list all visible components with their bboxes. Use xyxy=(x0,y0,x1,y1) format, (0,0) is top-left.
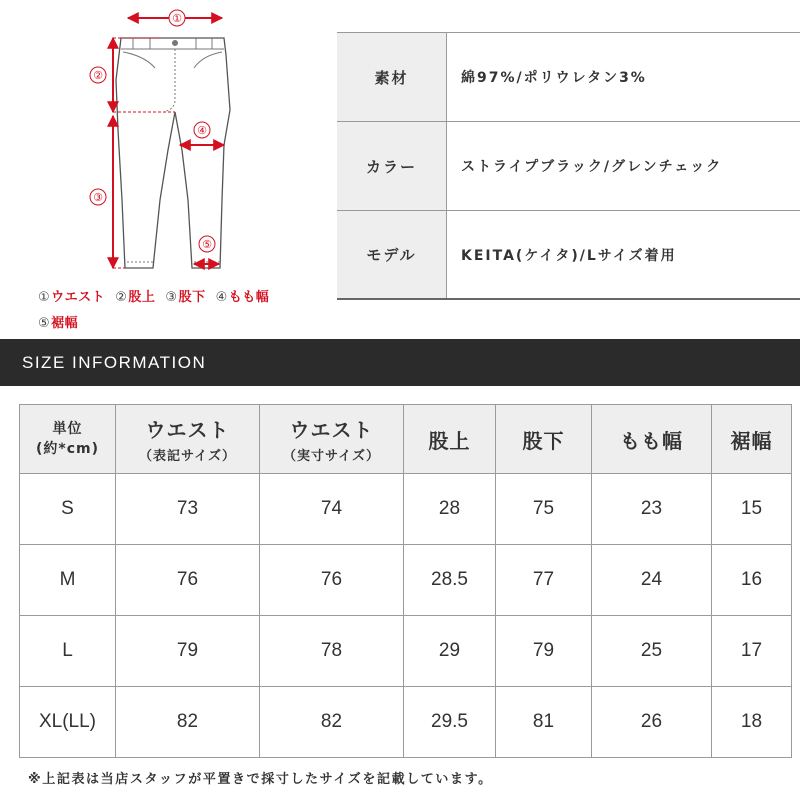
size-information-banner xyxy=(0,339,800,386)
table-cell: 82 xyxy=(116,687,260,758)
rise-marker: ② xyxy=(93,69,103,82)
legend-inseam: ③股下 xyxy=(165,290,206,305)
header-rise: 股上 xyxy=(404,405,496,474)
table-cell: 15 xyxy=(712,474,792,545)
header-waist-label: ウエスト （表記サイズ） xyxy=(116,405,260,474)
table-cell: 18 xyxy=(712,687,792,758)
table-cell: 78 xyxy=(260,616,404,687)
pants-measurement-diagram xyxy=(0,0,330,340)
waist-marker: ① xyxy=(172,12,182,25)
legend-rise: ②股上 xyxy=(115,290,156,305)
legend-thigh: ④もも幅 xyxy=(215,290,270,305)
table-cell: 17 xyxy=(712,616,792,687)
pants-outline xyxy=(116,38,230,268)
spec-row-model xyxy=(337,211,800,300)
table-cell: 24 xyxy=(592,545,712,616)
spec-value: ストライプブラック/グレンチェック xyxy=(461,159,723,175)
table-cell: 76 xyxy=(116,545,260,616)
table-cell: 73 xyxy=(116,474,260,545)
spec-key: 素材 xyxy=(337,33,447,121)
table-cell: 26 xyxy=(592,687,712,758)
spec-value: KEITA(ケイタ)/Lサイズ着用 xyxy=(461,247,677,264)
spec-key: モデル xyxy=(337,211,447,298)
thigh-marker: ④ xyxy=(197,124,207,137)
measurement-footnote: ※上記表は当店スタッフが平置きで採寸したサイズを記載しています。 xyxy=(28,772,493,787)
product-spec-table xyxy=(337,32,800,300)
hem-marker: ⑤ xyxy=(202,238,212,251)
table-cell: 28.5 xyxy=(404,545,496,616)
legend-line-1 xyxy=(38,286,274,305)
table-cell: 29.5 xyxy=(404,687,496,758)
header-unit: 単位 (約*cm) xyxy=(20,405,116,474)
size-table xyxy=(19,404,792,758)
legend-line-2 xyxy=(38,312,83,331)
banner-title: SIZE INFORMATION xyxy=(22,352,207,372)
spec-key: カラー xyxy=(337,122,447,210)
table-row xyxy=(20,687,792,758)
spec-value: 綿97%/ポリウレタン3% xyxy=(461,70,647,86)
spec-row-material xyxy=(337,33,800,122)
spec-row-color xyxy=(337,122,800,211)
size-label: L xyxy=(20,616,116,687)
table-cell: 29 xyxy=(404,616,496,687)
table-cell: 16 xyxy=(712,545,792,616)
inseam-marker: ③ xyxy=(93,191,103,204)
table-cell: 79 xyxy=(496,616,592,687)
table-cell: 82 xyxy=(260,687,404,758)
header-waist-actual: ウエスト （実寸サイズ） xyxy=(260,405,404,474)
header-inseam: 股下 xyxy=(496,405,592,474)
table-row xyxy=(20,545,792,616)
table-cell: 74 xyxy=(260,474,404,545)
pants-illustration xyxy=(0,0,330,290)
table-row xyxy=(20,616,792,687)
table-cell: 75 xyxy=(496,474,592,545)
size-table-header xyxy=(20,405,792,474)
table-cell: 79 xyxy=(116,616,260,687)
legend-hem: ⑤裾幅 xyxy=(38,316,79,331)
size-label: S xyxy=(20,474,116,545)
table-row xyxy=(20,474,792,545)
size-label: M xyxy=(20,545,116,616)
table-cell: 23 xyxy=(592,474,712,545)
header-thigh: もも幅 xyxy=(592,405,712,474)
table-cell: 28 xyxy=(404,474,496,545)
table-cell: 25 xyxy=(592,616,712,687)
size-label: XL(LL) xyxy=(20,687,116,758)
table-cell: 76 xyxy=(260,545,404,616)
table-cell: 81 xyxy=(496,687,592,758)
table-cell: 77 xyxy=(496,545,592,616)
header-hem: 裾幅 xyxy=(712,405,792,474)
legend-waist: ①ウエスト xyxy=(38,290,106,305)
